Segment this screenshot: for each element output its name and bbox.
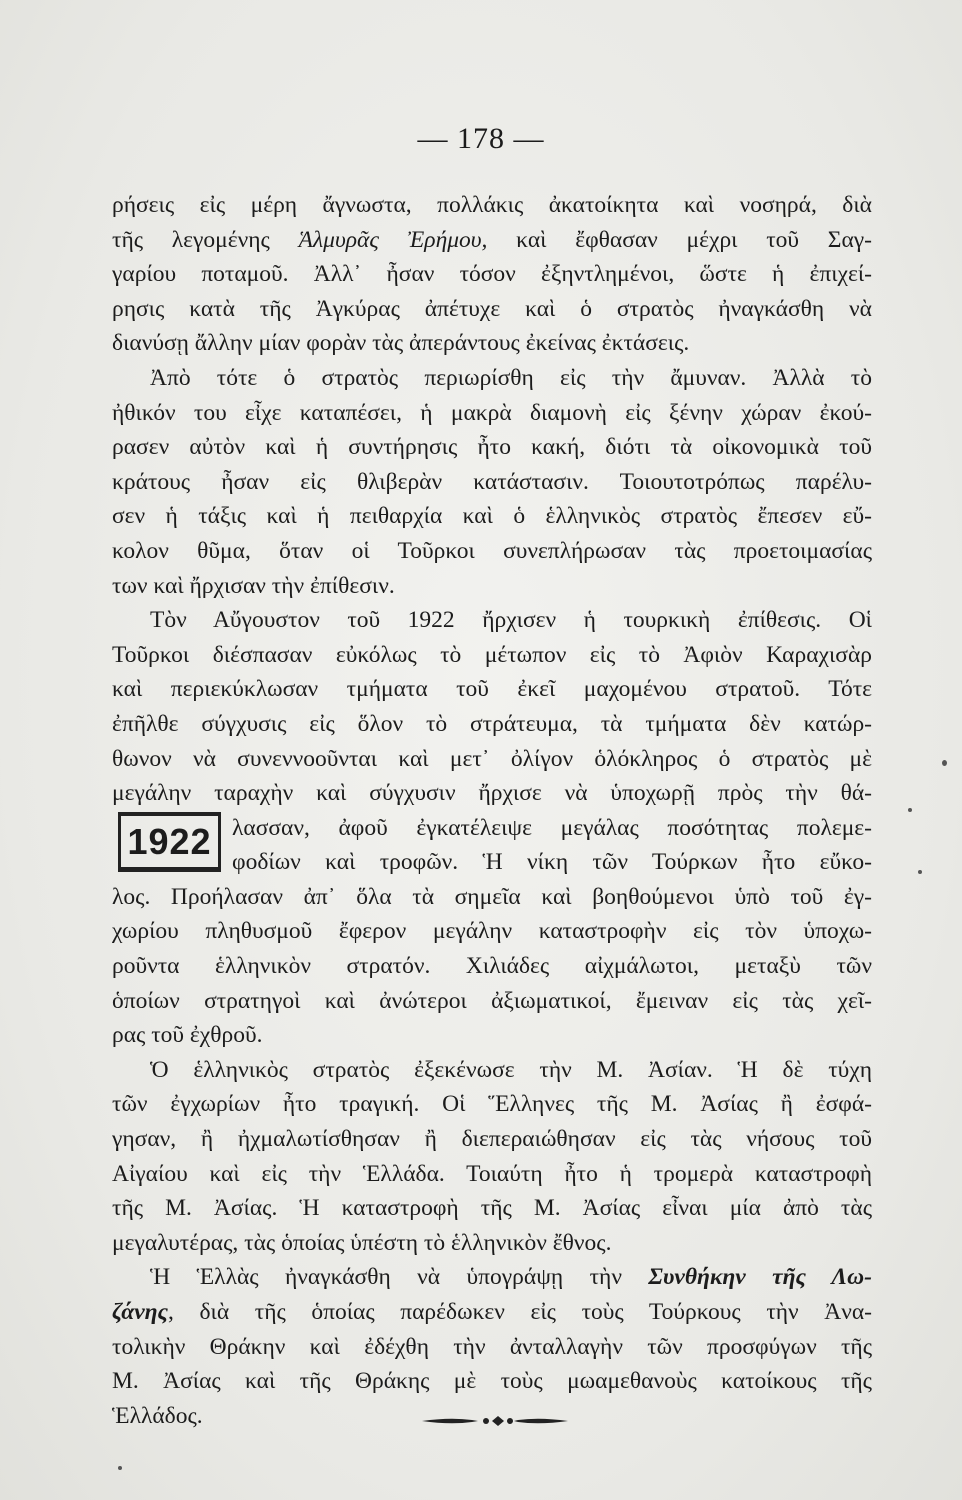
text-line: τῶν ἐγχωρίων ἦτο τραγική. Οἱ Ἕλληνες τῆς Μ. Ἀσίας ἢ ἐσφά- [112, 1091, 872, 1118]
text-line: των καὶ ἤρχισαν τὴν ἐπίθεσιν. [112, 572, 395, 599]
print-speck [908, 808, 912, 812]
print-speck [918, 870, 922, 874]
text-line: ὁποίων στρατηγοὶ καὶ ἀνώτεροι ἀξιωματικοί, ἔμειναν εἰς τὰς χεῖ- [112, 987, 872, 1014]
text-line: Αἰγαίου καὶ εἰς τὴν Ἑλλάδα. Τοιαύτη ἦτο ἡ τρομερὰ καταστροφὴ [112, 1160, 872, 1187]
text-line: Ἡ Ἑλλὰς ἠναγκάσθη νὰ ὑπογράψῃ τὴν Συνθήκην τῆς Λω- [150, 1264, 872, 1291]
text-line: λος. Προήλασαν ἀπ᾽ ὅλα τὰ σημεῖα καὶ βοηθούμενοι ὑπὸ τοῦ ἐγ- [112, 883, 872, 910]
text-line: ἠθικόν του εἶχε καταπέσει, ἡ μακρὰ διαμονὴ εἰς ξένην χώραν ἐκού- [112, 399, 872, 426]
body-text [112, 188, 872, 1433]
page-number: — 178 — [417, 122, 545, 155]
text-line: ροῦντα ἑλληνικὸν στρατόν. Χιλιάδες αἰχμάλωτοι, μεταξὺ τῶν [112, 953, 872, 980]
text-line: διανύσῃ ἄλλην μίαν φορὰν τὰς ἀπεράντους ἐκείνας ἐκτάσεις. [112, 330, 690, 357]
text-line: κράτους ἦσαν εἰς θλιβερὰν κατάστασιν. Τοιουτοτρόπως παρέλυ- [112, 468, 872, 495]
text-line: θωνον νὰ συνεννοοῦνται καὶ μετ᾽ ὀλίγον ὁλόκληρος ὁ στρατὸς μὲ [112, 745, 872, 772]
text-line: ρασεν αὐτὸν καὶ ἡ συντήρησις ἦτο κακή, διότι τὰ οἰκονομικὰ τοῦ [112, 434, 872, 461]
text-line: ζάνης, διὰ τῆς ὁποίας παρέδωκεν εἰς τοὺς Τούρκους τὴν Ἀνα- [112, 1299, 872, 1325]
text-line: φοδίων καὶ τροφῶν. Ἡ νίκη τῶν Τούρκων ἦτο εὔκο- [232, 849, 872, 876]
end-ornament-icon [420, 1414, 570, 1428]
text-line: χωρίου πληθυσμοῦ ἔφερον μεγάλην καταστροφὴν εἰς τὸν ὑποχω- [112, 918, 872, 945]
print-speck [942, 760, 947, 766]
margin-year-box: 1922 [118, 812, 221, 872]
text-line: Ὁ ἑλληνικὸς στρατὸς ἐξεκένωσε τὴν Μ. Ἀσίαν. Ἡ δὲ τύχη [150, 1056, 872, 1083]
text-line: γαρίου ποταμοῦ. Ἀλλ᾽ ἦσαν τόσον ἐξηντλημένοι, ὥστε ἡ ἐπιχεί- [112, 261, 872, 288]
text-line: τῆς λεγομένης Ἁλμυρᾶς Ἐρήμου, καὶ ἔφθασαν μέχρι τοῦ Σαγ- [112, 226, 872, 253]
text-line: ρας τοῦ ἐχθροῦ. [112, 1022, 263, 1049]
text-line: Ἑλλάδος. [112, 1402, 203, 1429]
text-line: ρησις κατὰ τῆς Ἀγκύρας ἀπέτυχε καὶ ὁ στρατὸς ἠναγκάσθη νὰ [112, 295, 872, 322]
text-line: λασσαν, ἀφοῦ ἐγκατέλειψε μεγάλας ποσότητας πολεμε- [232, 814, 872, 841]
text-line: μεγάλην ταραχὴν καὶ σύγχυσιν ἤρχισε νὰ ὑποχωρῇ πρὸς τὴν θά- [112, 780, 872, 807]
text-line: μεγαλυτέρας, τὰς ὁποίας ὑπέστη τὸ ἑλληνικὸν ἔθνος. [112, 1229, 612, 1256]
text-line: κολον θῦμα, ὅταν οἱ Τοῦρκοι συνεπλήρωσαν τὰς προετοιμασίας [112, 537, 872, 564]
text-line: ρήσεις εἰς μέρη ἄγνωστα, πολλάκις ἀκατοίκητα καὶ νοσηρά, διὰ [112, 192, 872, 218]
text-line: Τοῦρκοι διέσπασαν εὐκόλως τὸ μέτωπον εἰς τὸ Ἀφιὸν Καραχισὰρ [112, 641, 872, 668]
text-line: καὶ περιεκύκλωσαν τμήματα τοῦ ἐκεῖ μαχομένου στρατοῦ. Τότε [112, 676, 872, 703]
text-line: Τὸν Αὔγουστον τοῦ 1922 ἤρχισεν ἡ τουρκικὴ ἐπίθεσις. Οἱ [150, 607, 872, 634]
text-line: ἐπῆλθε σύγχυσις εἰς ὅλον τὸ στράτευμα, τὰ τμήματα δὲν κατώρ- [112, 710, 872, 737]
text-line: Ἀπὸ τότε ὁ στρατὸς περιωρίσθη εἰς τὴν ἄμυναν. Ἀλλὰ τὸ [150, 364, 872, 391]
print-speck [118, 1466, 122, 1470]
text-line: τῆς Μ. Ἀσίας. Ἡ καταστροφὴ τῆς Μ. Ἀσίας εἶναι μία ἀπὸ τὰς [112, 1195, 872, 1222]
text-line: τολικὴν Θράκην καὶ ἐδέχθη τὴν ἀνταλλαγὴν τῶν προσφύγων τῆς [112, 1333, 872, 1360]
text-line: Μ. Ἀσίας καὶ τῆς Θράκης μὲ τοὺς μωαμεθανοὺς κατοίκους τῆς [112, 1368, 872, 1395]
text-line: γησαν, ἢ ἠχμαλωτίσθησαν ἢ διεπεραιώθησαν εἰς τὰς νήσους τοῦ [112, 1126, 872, 1153]
text-line: σεν ἡ τάξις καὶ ἡ πειθαρχία καὶ ὁ ἑλληνικὸς στρατὸς ἔπεσεν εὔ- [112, 503, 872, 530]
